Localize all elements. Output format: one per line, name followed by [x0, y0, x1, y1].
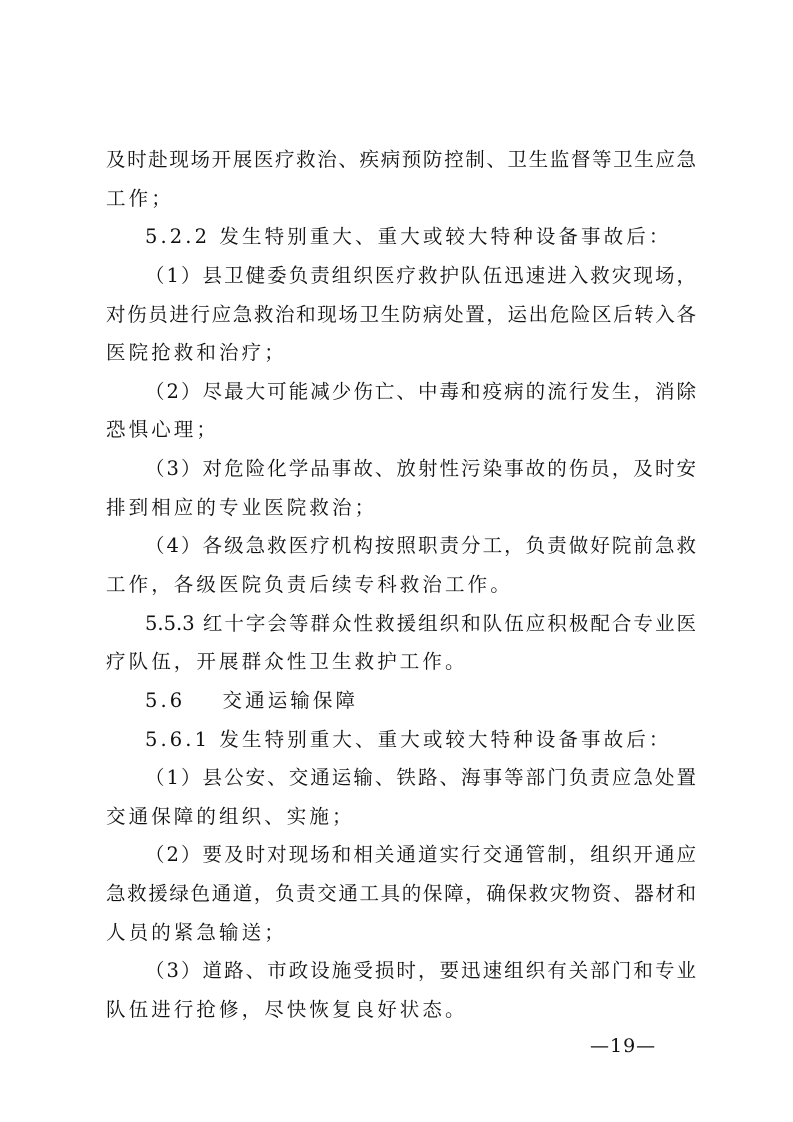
- paragraph-line: 恐惧心理；: [106, 418, 220, 441]
- section-heading-5-5-3: 5.5.3 红十字会等群众性救援组织和队伍应积极配合专业医: [145, 612, 696, 635]
- paragraph-line: （2）尽最大可能减少伤亡、中毒和疫病的流行发生，消除: [145, 380, 696, 403]
- paragraph-line: （3）对危险化学品事故、放射性污染事故的伤员，及时安: [145, 457, 696, 480]
- section-heading-5-6-1: 5.6.1 发生特别重大、重大或较大特种设备事故后：: [145, 728, 672, 751]
- paragraph-line: （1）县公安、交通运输、铁路、海事等部门负责应急处置: [145, 766, 696, 789]
- paragraph-line: 排到相应的专业医院救治；: [106, 496, 378, 519]
- paragraph-line: 队伍进行抢修，尽快恢复良好状态。: [106, 998, 468, 1021]
- paragraph-line: （3）道路、市政设施受损时，要迅速组织有关部门和专业: [145, 959, 696, 982]
- paragraph-line: 医院抢救和治疗；: [106, 341, 287, 364]
- paragraph-line: （2）要及时对现场和相关通道实行交通管制，组织开通应: [145, 843, 696, 866]
- paragraph-line: 工作；: [106, 187, 174, 210]
- paragraph-line: 及时赴现场开展医疗救治、疾病预防控制、卫生监督等卫生应急: [106, 148, 696, 171]
- paragraph-line: 人员的紧急输送；: [106, 921, 287, 944]
- paragraph-line: 工作，各级医院负责后续专科救治工作。: [106, 573, 513, 596]
- section-heading-5-2-2: 5.2.2 发生特别重大、重大或较大特种设备事故后：: [145, 225, 672, 248]
- page-number: —19—: [590, 1035, 657, 1057]
- section-heading-5-6: 5.6 交通运输保障: [145, 689, 359, 712]
- paragraph-line: （4）各级急救医疗机构按照职责分工，负责做好院前急救: [145, 534, 696, 557]
- paragraph-line: 急救援绿色通道，负责交通工具的保障，确保救灾物资、器材和: [106, 882, 696, 905]
- paragraph-line: 交通保障的组织、实施；: [106, 805, 355, 828]
- paragraph-line: （1）县卫健委负责组织医疗救护队伍迅速进入救灾现场，: [145, 264, 696, 287]
- paragraph-line: 疗队伍，开展群众性卫生救护工作。: [106, 650, 468, 673]
- paragraph-line: 对伤员进行应急救治和现场卫生防病处置，运出危险区后转入各: [106, 303, 696, 326]
